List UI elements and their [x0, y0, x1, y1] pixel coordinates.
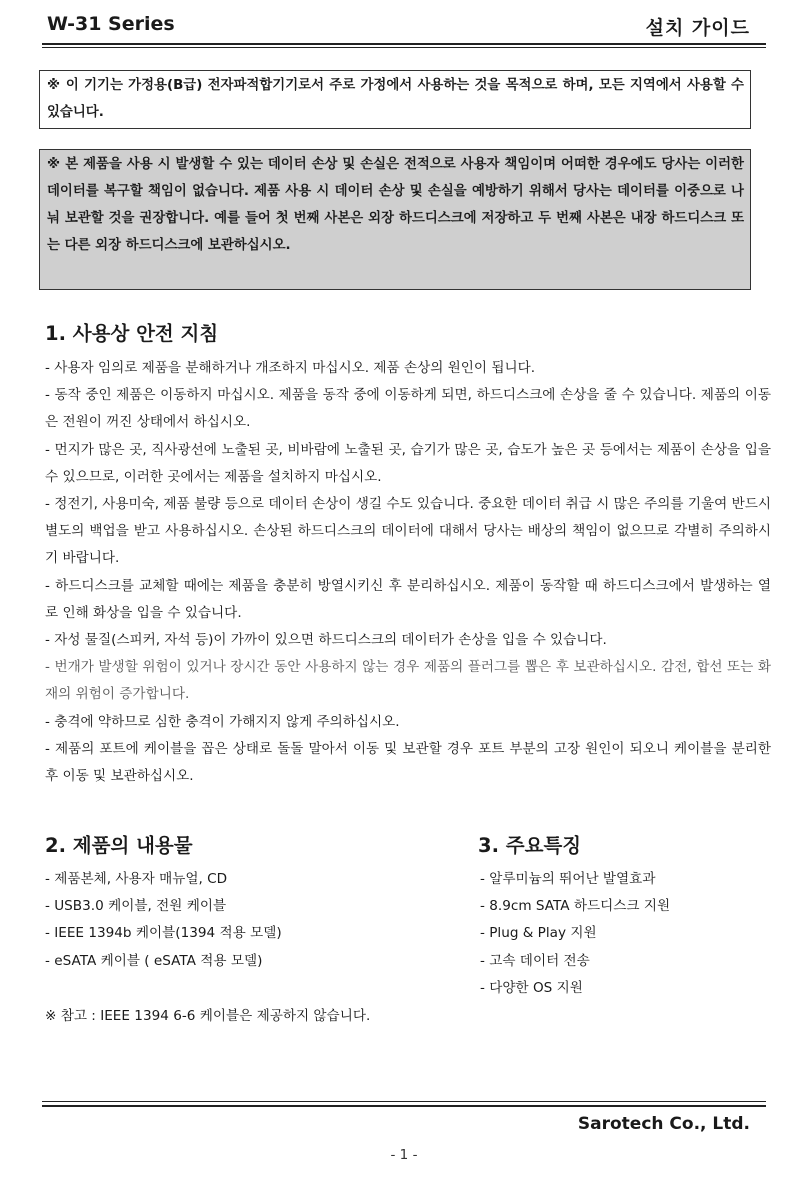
- safety-instructions-list: [45, 355, 771, 790]
- page-number: - 1 -: [390, 1147, 418, 1163]
- safety-item: - 정전기, 사용미숙, 제품 불량 등으로 데이터 손상이 생길 수도 있습니다. 중요한 데이터 취급 시 많은 주의를 기울여 반드시 별도의 백업을 받고 사용하십시오. 손상된 하드디스크의 데이터에 대해서 당사는 배상의 책임이 없으므로 각별히 주의하시기 바랍니다.: [45, 496, 771, 567]
- data-loss-warning-box: [39, 149, 751, 290]
- company-name: Sarotech Co., Ltd.: [577, 1114, 750, 1134]
- feature-item: - 8.9cm SATA 하드디스크 지원: [480, 898, 671, 915]
- data-loss-warning-text: ※ 본 제품을 사용 시 발생할 수 있는 데이터 손상 및 손실은 전적으로 사용자 책임이며 어떠한 경우에도 당사는 이러한 데이터를 복구할 책임이 없습니다. 제품 사용 시 데이터 손상 및 손실을 예방하기 위해서 당사는 데이터를 이중으로 나눠 보관할 것을 권장합니다. 예를 들어 첫 번째 사본은 외장 하드디스크에 저장하고 두 번째 사본은 내장 하드디스크 또는 다른 외장 하드디스크에 보관하십시오.: [47, 157, 744, 253]
- features-section-title: 3. 주요특징: [478, 834, 582, 857]
- feature-item: - 고속 데이터 전송: [480, 952, 590, 969]
- footer-rule: [42, 1105, 766, 1107]
- safety-item: - 충격에 약하므로 심한 충격이 가해지지 않게 주의하십시오.: [45, 713, 400, 730]
- document-title: 설치 가이드: [645, 17, 750, 39]
- contents-item: - USB3.0 케이블, 전원 케이블: [45, 898, 227, 915]
- feature-item: - Plug & Play 지원: [480, 925, 597, 942]
- header-rule: [42, 43, 766, 45]
- emc-notice-box: [39, 70, 751, 129]
- package-contents-list: [45, 866, 445, 975]
- key-features-list: [480, 866, 770, 1002]
- feature-item: - 알루미늄의 뛰어난 발열효과: [480, 871, 656, 887]
- safety-item: - 사용자 임의로 제품을 분해하거나 개조하지 마십시오. 제품 손상의 원인이 됩니다.: [45, 360, 536, 376]
- safety-section-title: 1. 사용상 안전 지침: [45, 322, 219, 345]
- safety-item: - 제품의 포트에 케이블을 꼽은 상태로 돌돌 말아서 이동 및 보관할 경우 포트 부분의 고장 원인이 되오니 케이블을 분리한 후 이동 및 보관하십시오.: [45, 740, 771, 785]
- contents-note: ※ 참고 : IEEE 1394 6-6 케이블은 제공하지 않습니다.: [45, 1008, 371, 1024]
- feature-item: - 다양한 OS 지원: [480, 979, 583, 996]
- safety-item: - 먼지가 많은 곳, 직사광선에 노출된 곳, 비바람에 노출된 곳, 습기가 많은 곳, 습도가 높은 곳 등에서는 제품이 손상을 입을 수 있으므로, 이러한 곳에서는 제품을 설치하지 마십시오.: [45, 441, 771, 485]
- series-label: W-31 Series: [47, 13, 175, 35]
- safety-item: - 동작 중인 제품은 이동하지 마십시오. 제품을 동작 중에 이동하게 되면, 하드디스크에 손상을 줄 수 있습니다. 제품의 이동은 전원이 꺼진 상태에서 하십시오.: [45, 387, 771, 431]
- contents-item: - eSATA 케이블 ( eSATA 적용 모델): [45, 952, 263, 969]
- contents-section-title: 2. 제품의 내용물: [45, 834, 193, 857]
- safety-item: - 하드디스크를 교체할 때에는 제품을 충분히 방열시키신 후 분리하십시오. 제품이 동작할 때 하드디스크에서 발생하는 열로 인해 화상을 입을 수 있습니다.: [45, 577, 771, 621]
- footer-rule-thin: [42, 1101, 766, 1102]
- header-rule-thin: [42, 47, 766, 48]
- emc-notice-text: ※ 이 기기는 가정용(B급) 전자파적합기기로서 주로 가정에서 사용하는 것을 목적으로 하며, 모든 지역에서 사용할 수 있습니다.: [47, 78, 744, 120]
- safety-item: - 자성 물질(스피커, 자석 등)이 가까이 있으면 하드디스크의 데이터가 손상을 입을 수 있습니다.: [45, 632, 607, 649]
- contents-item: - IEEE 1394b 케이블(1394 적용 모델): [45, 925, 282, 942]
- safety-item: - 번개가 발생할 위험이 있거나 장시간 동안 사용하지 않는 경우 제품의 플러그를 뽑은 후 보관하십시오. 감전, 합선 또는 화재의 위험이 증가합니다.: [45, 659, 771, 703]
- contents-item: - 제품본체, 사용자 매뉴얼, CD: [45, 871, 228, 887]
